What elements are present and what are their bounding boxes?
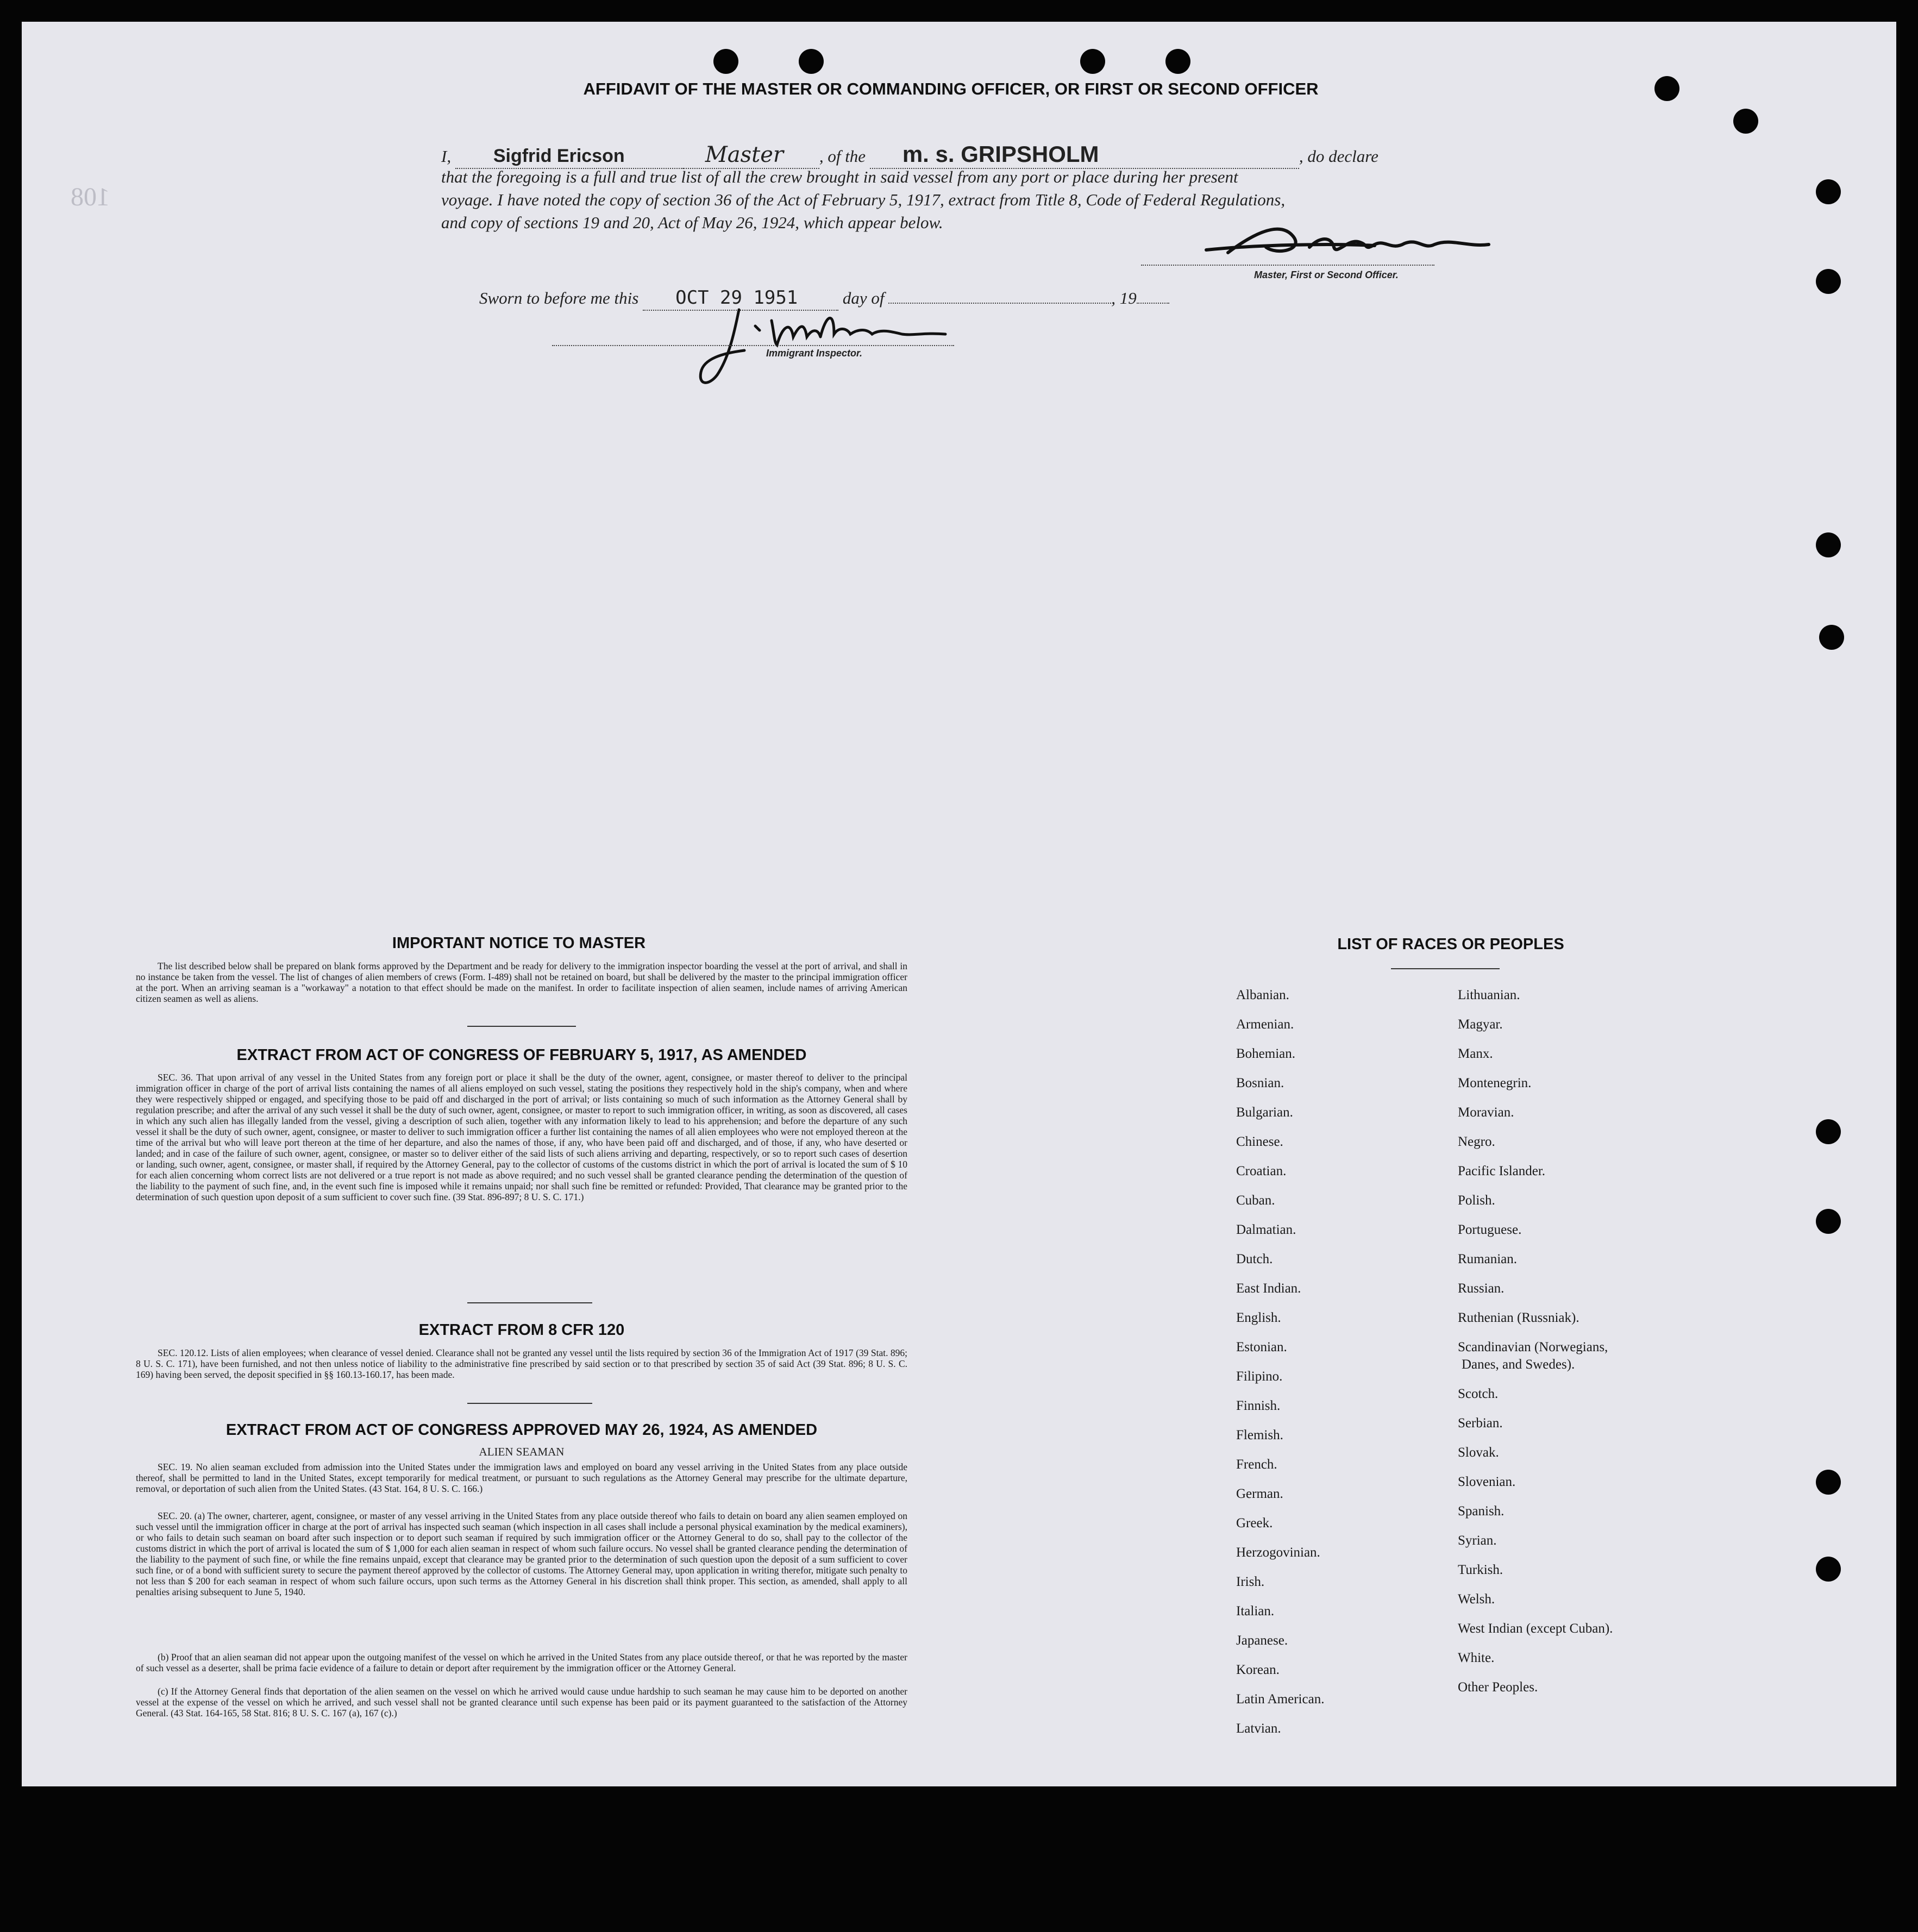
race-item: Finnish. (1236, 1398, 1281, 1413)
race-item: Croatian. (1236, 1164, 1287, 1178)
race-item: Ruthenian (Russniak). (1458, 1310, 1579, 1325)
affidavit-line-1 (441, 143, 1474, 169)
race-item: Polish. (1458, 1193, 1495, 1208)
race-item: Scotch. (1458, 1387, 1499, 1401)
day-of-label: day of (842, 288, 885, 308)
race-item: French. (1236, 1457, 1277, 1472)
extract-1917-body: SEC. 36. That upon arrival of any vessel in the United States from any foreign port or place it shall be the duty of the owner, agent, consignee, or master thereof to deliver to the principal immigration officer in charge of the port of arrival lists containing the names of all aliens employed on such vessel, stating the positions they respectively hold in the ship's company, when and where they were respectively shipped or engaged, and specifying those to be paid off and discharged in the port of arrival; or lists containing so much of such information as the Attorney General shall by regulation prescribe; and after the arrival of any such vessel it shall be the duty of such owner, agent, consignee, or master to report to such immigration officer, in writing, as soon as discovered, all cases in which any such alien has illegally landed from the vessel, giving a description of such alien, together with any information likely to lead to his apprehension; and before the departure of any such vessel it shall be the duty of such owner, agent, consignee, or master to deliver to such immigration officer a further list containing the names of all alien employees who were not employed thereon at the time of the arrival but who will leave port thereon at the time of her departure, and also the names of those, if any, who have been paid off and discharged, and of those, if any, who have deserted or landed; and in case of the failure of such owner, agent, consignee, or master so to deliver either of the said lists of such aliens arriving and departing, respectively, or so to report such cases of desertion or landing, such owner, agent, consignee, or master shall, if required by the Attorney General, pay to the collector of customs of the customs district in which the port of arrival is located the sum of $ 10 for each alien concerning whom correct lists are not delivered or a true report is not made as above required; and no such vessel shall be granted clearance pending the determination of the question of the liability to the payment of such fine, and, in the event such fine is imposed while it remains unpaid; nor shall such fine be remitted or refunded: Provided, That clearance may be granted prior to the determination of such question upon deposit of a sum sufficient to cover such fine. (39 Stat. 896-897; 8 U. S. C. 171.) (136, 1072, 907, 1202)
race-item: Scandinavian (Norwegians, (1458, 1340, 1608, 1354)
master-signature-line (1141, 264, 1434, 266)
affidavit-line-2: that the foregoing is a full and true list of all the crew brought in said vessel from any port or place during her present (441, 167, 1238, 186)
rank-handwritten: Master (705, 142, 784, 167)
race-item: Latin American. (1236, 1692, 1325, 1707)
race-item: Greek. (1236, 1516, 1273, 1530)
punch-hole (1816, 179, 1841, 204)
race-item: Russian. (1458, 1281, 1505, 1296)
race-item: Filipino. (1236, 1369, 1283, 1384)
punch-hole (713, 49, 738, 74)
race-item: Cuban. (1236, 1193, 1275, 1208)
race-item: Bulgarian. (1236, 1105, 1293, 1120)
sworn-date-stamp: OCT 29 1951 (675, 287, 798, 309)
punch-hole (799, 49, 824, 74)
vessel-field (870, 143, 1299, 169)
affidavit-title: AFFIDAVIT OF THE MASTER OR COMMANDING OFFICER, OR FIRST OR SECOND OFFICER (583, 79, 1319, 98)
race-item: Danes, and Swedes). (1462, 1357, 1575, 1372)
sworn-label: Sworn to before me this (479, 288, 639, 308)
race-item: Armenian. (1236, 1017, 1294, 1032)
race-item: Albanian. (1236, 988, 1289, 1002)
race-item: West Indian (except Cuban). (1458, 1621, 1613, 1636)
vessel-name: m. s. GRIPSHOLM (902, 141, 1099, 167)
race-item: Welsh. (1458, 1592, 1495, 1607)
master-signature-caption: Master, First or Second Officer. (1254, 269, 1399, 280)
punch-hole (1816, 1557, 1841, 1582)
punch-hole (1816, 1470, 1841, 1495)
punch-hole (1654, 76, 1679, 101)
race-item: English. (1236, 1310, 1281, 1325)
race-item: East Indian. (1236, 1281, 1301, 1296)
punch-hole (1816, 269, 1841, 294)
race-item: Lithuanian. (1458, 988, 1520, 1002)
race-item: Portuguese. (1458, 1222, 1522, 1237)
declare-label: , do declare (1299, 147, 1378, 166)
year-field (1137, 303, 1169, 304)
race-item: Manx. (1458, 1046, 1493, 1061)
race-item: Estonian. (1236, 1340, 1287, 1354)
notice-title: IMPORTANT NOTICE TO MASTER (392, 934, 646, 952)
punch-hole (1080, 49, 1105, 74)
divider (467, 1026, 576, 1027)
race-item: Slovak. (1458, 1445, 1499, 1460)
alien-seaman-subtitle: ALIEN SEAMAN (479, 1445, 565, 1458)
race-item: Dutch. (1236, 1252, 1273, 1266)
divider (467, 1302, 592, 1303)
rank-field (684, 143, 819, 169)
race-item: Syrian. (1458, 1533, 1497, 1548)
notice-body: The list described below shall be prepared on blank forms approved by the Department and be ready for delivery to the immigration inspector boarding the vessel at the port of arrival, and shall in no instance be taken from the vessel. The list of changes of alien members of crews (Form. I-489) shall not be retained on board, but shall be delivered by the master to the principal immigration officer at the port. When an arriving seaman is a "workaway" a notation to that effect should be made on the manifest. In order to facilitate inspection of alien seamen, include names of arriving American citizen seamen as well as aliens. (136, 961, 907, 1004)
race-item: Pacific Islander. (1458, 1164, 1546, 1178)
sec20c-body: (c) If the Attorney General finds that deportation of the alien seamen on the vessel on which he arrived would cause undue hardship to such seaman he may cause him to be deported on another vessel at the expense of the vessel on which he arrived, and such vessel shall not be granted clearance until such expense has been paid or its payment guaranteed to the satisfaction of the Attorney General. (43 Stat. 164-165, 58 Stat. 816; 8 U. S. C. 167 (a), 167 (c).) (136, 1686, 907, 1718)
race-item: Flemish. (1236, 1428, 1283, 1442)
race-item: Montenegrin. (1458, 1076, 1532, 1090)
i-label: I, (441, 147, 452, 166)
cfr-body: SEC. 120.12. Lists of alien employees; when clearance of vessel denied. Clearance shall not be granted any vessel until the lists required by section 36 of the Immigration Act of 1917 (39 Stat. 896; 8 U. S. C. 171), have been furnished, and not then unless notice of liability to the administrative fine prescribed by said section or to that prescribed by section 35 of said Act (39 Stat. 896; 8 U. S. C. 169) having been served, the deposit specified in §§ 160.13-160.17, has been made. (136, 1347, 907, 1380)
divider (1391, 968, 1500, 969)
punch-hole (1816, 1119, 1841, 1144)
master-signature (1195, 217, 1521, 266)
race-item: Moravian. (1458, 1105, 1514, 1120)
race-item: Irish. (1236, 1575, 1265, 1589)
race-item: Serbian. (1458, 1416, 1503, 1431)
race-item: Korean. (1236, 1663, 1280, 1677)
race-item: Rumanian. (1458, 1252, 1518, 1266)
of-the-label: , of the (819, 147, 866, 166)
affidavit-line-4: and copy of sections 19 and 20, Act of May 26, 1924, which appear below. (441, 213, 943, 232)
race-item: Herzogovinian. (1236, 1545, 1320, 1560)
race-item: Japanese. (1236, 1633, 1288, 1648)
inspector-signature-line (552, 344, 954, 346)
punch-hole (1816, 532, 1841, 557)
cfr-title: EXTRACT FROM 8 CFR 120 (418, 1321, 625, 1339)
race-item: Italian. (1236, 1604, 1275, 1619)
sec19-body: SEC. 19. No alien seaman excluded from admission into the United States under the immigration laws and employed on board any vessel arriving in the United States from any place outside thereof, shall be permitted to land in the United States, except temporarily for medical treatment, or pursuant to such regulations as the Attorney General may prescribe for the ultimate departure, removal, or deportation of such alien from the United States. (43 Stat. 164, 8 U. S. C. 166.) (136, 1461, 907, 1494)
race-item: Latvian. (1236, 1721, 1281, 1736)
inspector-caption: Immigrant Inspector. (766, 348, 863, 359)
race-item: Slovenian. (1458, 1475, 1516, 1489)
punch-hole (1816, 1209, 1841, 1234)
master-name: Sigfrid Ericson (493, 146, 625, 166)
sec20a-body: SEC. 20. (a) The owner, charterer, agent, consignee, or master of any vessel arriving in the United States from any place outside thereof who fails to detain on board any alien seamen employed on such vessel until the immigration officer in charge at the port of arrival has inspected such seaman (which inspection in all cases shall include a personal physical examination by the medical examiners), or who fails to detain such seaman on board after such inspection or to deport such seaman if required by such immigration officer or the Attorney General to do so, shall pay to the collector of the customs district in which the port of arrival is located the sum of $ 1,000 for each alien seaman in respect of whom such failure occurs. No vessel shall be granted clearance pending the determination of the liability to the payment of such fine, or while the fine remains unpaid, except that clearance may be granted prior to the determination of such question upon the deposit of a sum sufficient to cover such fine, or of a bond with sufficient surety to secure the payment thereof approved by the collector of customs. The Attorney General may, upon application in writing therefor, mitigate such penalty to not less than $ 200 for each seaman in respect of whom such failure occurs, upon such terms as the Attorney General in his discretion shall think proper. This section, as amended, shall apply to all penalties arising subsequent to June 5, 1940. (136, 1510, 907, 1597)
affidavit-line-3: voyage. I have noted the copy of section 36 of the Act of February 5, 1917, extract from Title 8, Code of Federal Regulations, (441, 190, 1286, 209)
races-title: LIST OF RACES OR PEOPLES (1337, 936, 1564, 953)
race-item: Turkish. (1458, 1563, 1503, 1577)
race-item: Bohemian. (1236, 1046, 1296, 1061)
month-field (888, 303, 1111, 304)
punch-hole (1165, 49, 1190, 74)
race-item: German. (1236, 1486, 1283, 1501)
race-item: Dalmatian. (1236, 1222, 1296, 1237)
race-item: Chinese. (1236, 1134, 1283, 1149)
race-item: Magyar. (1458, 1017, 1503, 1032)
race-item: Negro. (1458, 1134, 1495, 1149)
page-number-faint: 108 (71, 183, 110, 211)
punch-hole (1733, 109, 1758, 134)
race-item: Bosnian. (1236, 1076, 1284, 1090)
extract-1917-title: EXTRACT FROM ACT OF CONGRESS OF FEBRUARY 5, 1917, AS AMENDED (236, 1046, 807, 1064)
race-item: Spanish. (1458, 1504, 1505, 1519)
punch-hole (1819, 625, 1844, 650)
race-item: Other Peoples. (1458, 1680, 1538, 1695)
year-prefix: , 19 (1111, 288, 1137, 308)
extract-1924-title: EXTRACT FROM ACT OF CONGRESS APPROVED MAY 26, 1924, AS AMENDED (225, 1421, 818, 1439)
sec20b-body: (b) Proof that an alien seaman did not appear upon the outgoing manifest of the vessel on which he arrived in the United States from any place outside thereof, or that he was reported by the master of such vessel as a deserter, shall be prima facie evidence of a failure to detain or deport after requirement by the immigration officer or the Attorney General. (136, 1652, 907, 1673)
divider (467, 1403, 592, 1404)
race-item: White. (1458, 1651, 1495, 1665)
